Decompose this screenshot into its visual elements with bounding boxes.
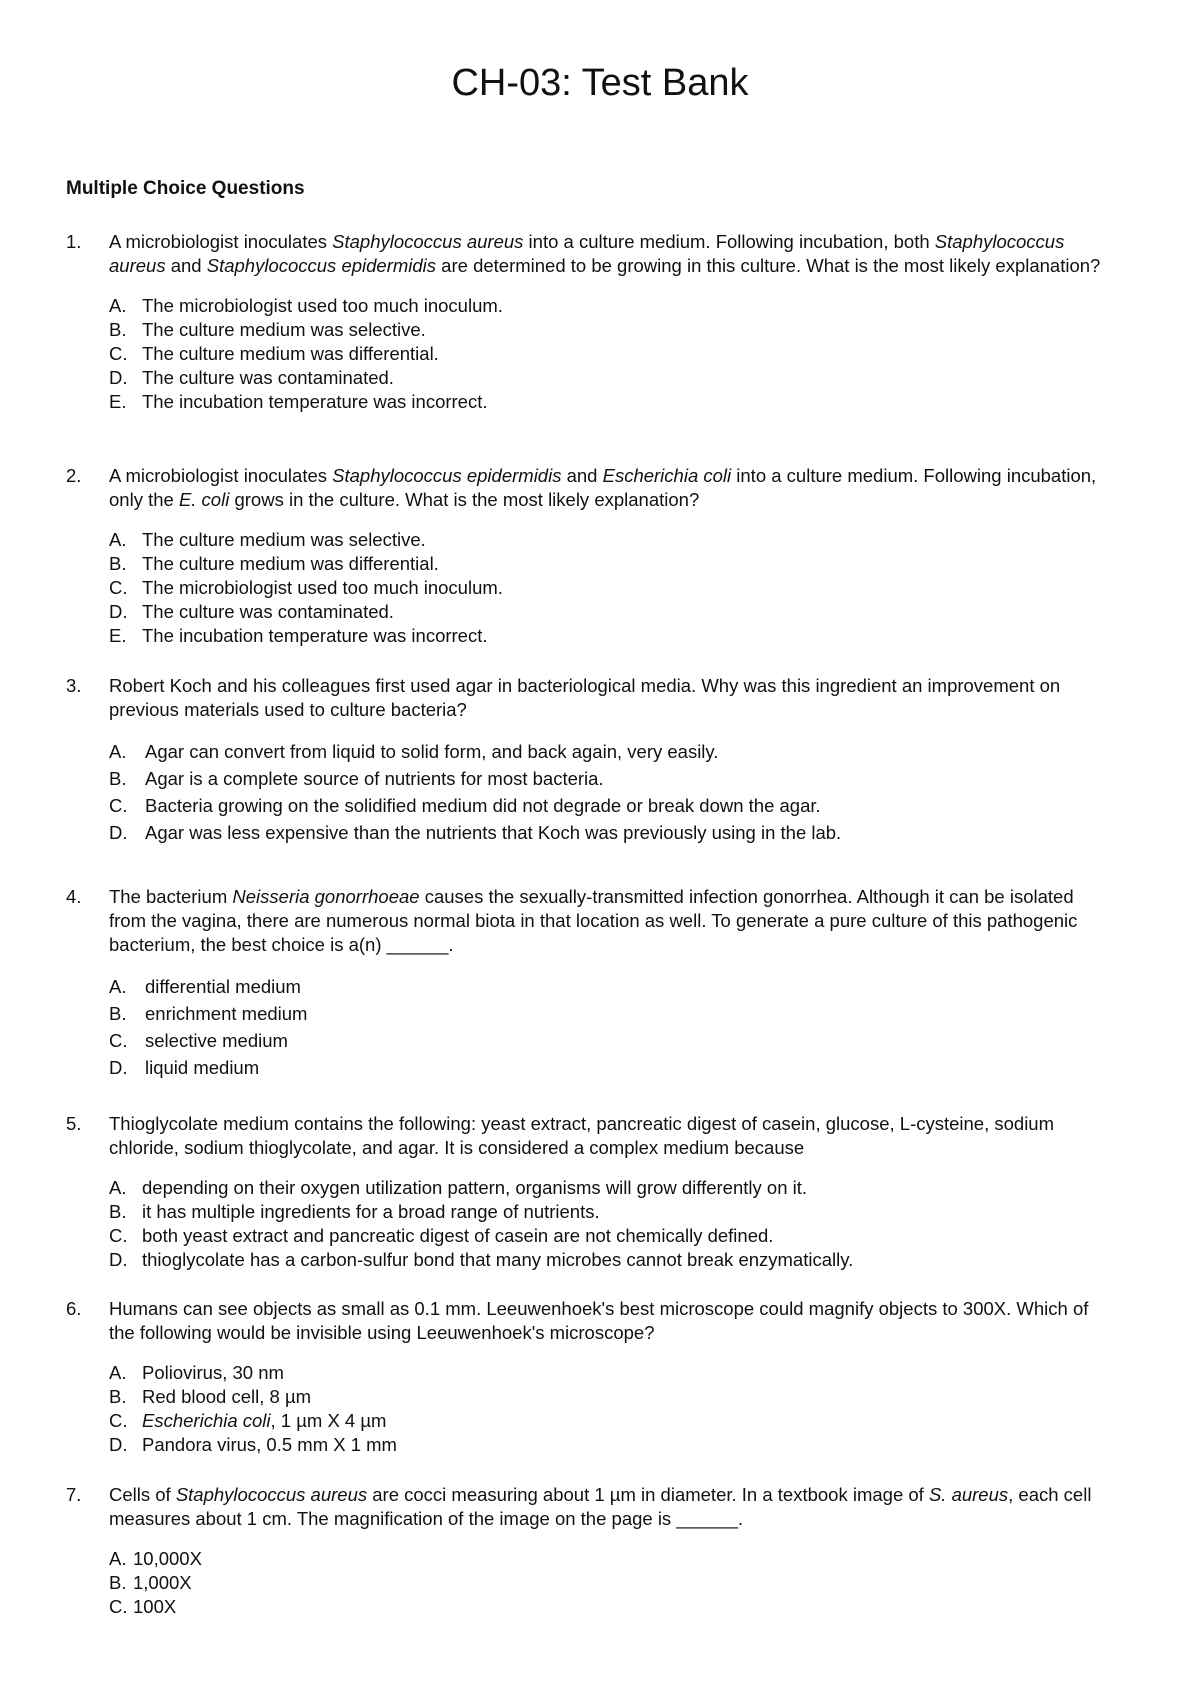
question-2 [66, 464, 1106, 648]
answer-option: A. Agar can convert from liquid to solid form, and back again, very easily. [109, 741, 719, 762]
answer-option: C. selective medium [109, 1030, 288, 1051]
answer-option: D. The culture was contaminated. [109, 367, 394, 388]
answer-option: E. The incubation temperature was incorrect. [109, 625, 488, 646]
question-7 [66, 1483, 1106, 1619]
answer-option: D. Pandora virus, 0.5 mm X 1 mm [109, 1434, 397, 1455]
section-heading: Multiple Choice Questions [66, 178, 305, 199]
answer-option: A. differential medium [109, 976, 301, 997]
answer-option: B. 1,000X [109, 1572, 192, 1593]
question-text: Humans can see objects as small as 0.1 mm. Leeuwenhoek's best microscope could magnify objects to 300X. Which of the following would be invisible using Leeuwenhoek's microscope? [109, 1298, 1089, 1343]
question-3 [66, 674, 1106, 846]
answer-option: C. Bacteria growing on the solidified medium did not degrade or break down the agar. [109, 795, 821, 816]
answer-option: C. Escherichia coli, 1 µm X 4 µm [109, 1410, 387, 1431]
answer-options [109, 973, 1106, 1081]
answer-options [109, 1547, 1106, 1619]
question-number: 3. [66, 675, 82, 696]
answer-option: A. The microbiologist used too much inoculum. [109, 295, 503, 316]
answer-option: B. The culture medium was selective. [109, 319, 426, 340]
answer-option: A. depending on their oxygen utilization pattern, organisms will grow differently on it. [109, 1177, 808, 1198]
answer-option: A. The culture medium was selective. [109, 529, 426, 550]
answer-option: C. The culture medium was differential. [109, 343, 439, 364]
answer-option: D. The culture was contaminated. [109, 601, 394, 622]
question-number: 2. [66, 465, 82, 486]
answer-options [109, 294, 1106, 414]
answer-options [109, 1361, 1106, 1457]
question-1 [66, 230, 1106, 414]
answer-option: B. it has multiple ingredients for a broad range of nutrients. [109, 1201, 600, 1222]
question-number: 6. [66, 1298, 82, 1319]
answer-option: D. liquid medium [109, 1057, 260, 1078]
answer-option: D. thioglycolate has a carbon-sulfur bond that many microbes cannot break enzymatically. [109, 1249, 854, 1270]
answer-option: D. Agar was less expensive than the nutrients that Koch was previously using in the lab. [109, 822, 842, 843]
question-number: 1. [66, 231, 82, 252]
question-text: Robert Koch and his colleagues first used agar in bacteriological media. Why was this ingredient an improvement on previous materials used to culture bacteria? [109, 675, 1061, 720]
answer-option: B. Red blood cell, 8 µm [109, 1386, 312, 1407]
question-text: The bacterium Neisseria gonorrhoeae causes the sexually-transmitted infection gonorrhea. Although it can be isolated from the vagina, there are numerous normal biota in that location as well. To generate a pure culture of this pathogenic bacterium, the best choice is a(n) ______. [109, 886, 1078, 955]
answer-option: B. Agar is a complete source of nutrients for most bacteria. [109, 768, 604, 789]
question-number: 4. [66, 886, 82, 907]
question-number: 5. [66, 1113, 82, 1134]
question-text: Thioglycolate medium contains the following: yeast extract, pancreatic digest of casein, glucose, L-cysteine, sodium chloride, sodium thioglycolate, and agar. It is considered a complex medium because [109, 1113, 1055, 1158]
answer-option: C. The microbiologist used too much inoculum. [109, 577, 503, 598]
answer-option: A. 10,000X [109, 1548, 202, 1569]
answer-option: B. enrichment medium [109, 1003, 308, 1024]
page-title: CH-03: Test Bank [451, 62, 749, 104]
answer-option: B. The culture medium was differential. [109, 553, 439, 574]
question-text: Cells of Staphylococcus aureus are cocci measuring about 1 µm in diameter. In a textbook image of S. aureus, each cell measures about 1 cm. The magnification of the image on the page is ______. [109, 1484, 1092, 1529]
question-text: A microbiologist inoculates Staphylococcus aureus into a culture medium. Following incubation, both Staphylococcus aureus and Staphylococcus epidermidis are determined to be growing in this culture. What is the most likely explanation? [109, 231, 1101, 276]
answer-options [109, 528, 1106, 648]
answer-option: C. both yeast extract and pancreatic digest of casein are not chemically defined. [109, 1225, 774, 1246]
question-number: 7. [66, 1484, 82, 1505]
answer-options [109, 1176, 1106, 1272]
question-5 [66, 1112, 1106, 1272]
answer-option: A. Poliovirus, 30 nm [109, 1362, 284, 1383]
answer-option: E. The incubation temperature was incorrect. [109, 391, 488, 412]
answer-options [109, 738, 1106, 846]
answer-option: C. 100X [109, 1596, 177, 1617]
question-text: A microbiologist inoculates Staphylococcus epidermidis and Escherichia coli into a culture medium. Following incubation, only the E. coli grows in the culture. What is the most likely explanation? [109, 465, 1097, 510]
question-4 [66, 885, 1106, 1081]
question-6 [66, 1297, 1106, 1457]
